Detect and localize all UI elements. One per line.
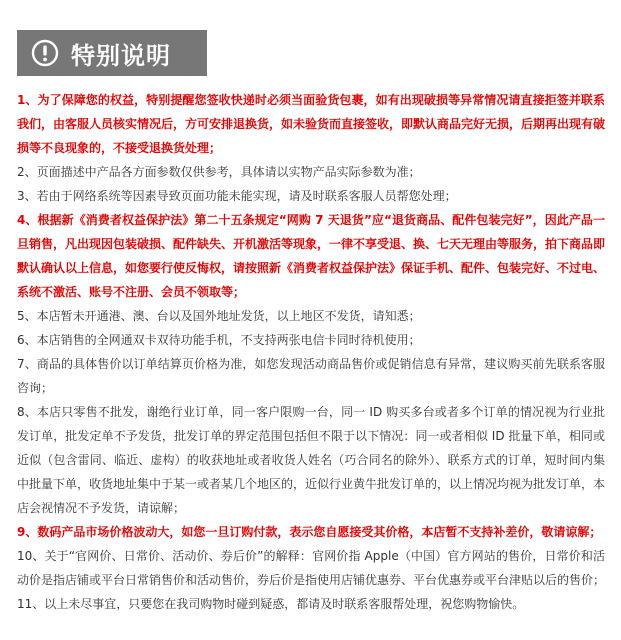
notice-item-2: 2、页面描述中产品各方面参数仅供参考，具体请以实物产品实际参数为准； [17,165,421,179]
notice-item-9: 9、数码产品市场价格波动大，如您一旦订购付款，表示您自愿接受其价格，本店暂不支持补差价，敬请谅解； [17,525,602,539]
notice-list [17,88,605,616]
notice-item-10: 10、关于“官网价、日常价、活动价、券后价”的解释：官网价指 Apple（中国）官方网站的售价，日常价和活动价是指店铺或平台日常销售价和活动售价，券后价是指使用店铺优惠券、平台优惠券或平台津贴以后的售价； [17,549,606,587]
notice-item-1: 1、为了保障您的权益，特别提醒您签收快递时必须当面验货包裹，如有出现破损等异常情况请直接拒签并联系我们，由客服人员核实情况后，方可安排退换货，如未验货而直接签收，即默认商品完好无损，后期再出现有破损等不良现象的，不接受退换货处理； [17,93,606,155]
notice-item-8: 8、本店只零售不批发，谢绝行业订单，同一客户限购一台，同一 ID 购买多台或者多个订单的情况视为行业批发订单，批发定单不予发货，批发订单的界定范围包括但不限于以下情况：同一或者相似 ID 批量下单，相同或近似（包含雷同、临近、虚构）的收获地址或者收货人姓名（巧合同名的除外）、联系方式的订单，短时间内集中批量下单，收货地址集中于某一或者某几个地区的，近似行业黄牛批发订单的，以上情况均视为批发订单，本店会视情况不予发货，请谅解； [17,405,606,515]
section-header [17,30,207,76]
notice-item-4: 4、根据新《消费者权益保护法》第二十五条规定“网购 7 天退货”应“退货商品、配件包装完好”，因此产品一旦销售，凡出现因包装破损、配件缺失、开机激活等现象，一律不享受退、换、七天无理由等服务，拍下商品即默认确认以上信息，如您要行使反悔权，请按照新《消费者权益保护法》保证手机、配件、包装完好、不过电、系统不激活、账号不注册、会员不领取等； [17,213,606,299]
notice-item-3: 3、若由于网络系统等因素导致页面功能未能实现，请及时联系客服人员帮您处理； [17,189,457,203]
notice-item-11: 11、以上未尽事宜，只要您在我司购物时碰到疑惑，都请及时联系客服帮处理，祝您购物愉快。 [17,597,525,611]
notice-item-6: 6、本店销售的全网通双卡双待功能手机，不支持两张电信卡同时待机使用； [17,333,421,347]
notice-item-5: 5、本店暂未开通港、澳、台以及国外地址发货，以上地区不发货，请知悉； [17,309,421,323]
page-title: 特别说明 [71,41,171,70]
notice-item-7: 7、商品的具体售价以订单结算页价格为准，如您发现活动商品售价或促销信息有异常，建议购买前先联系客服咨询； [17,357,605,395]
exclamation-circle-icon [31,39,59,67]
